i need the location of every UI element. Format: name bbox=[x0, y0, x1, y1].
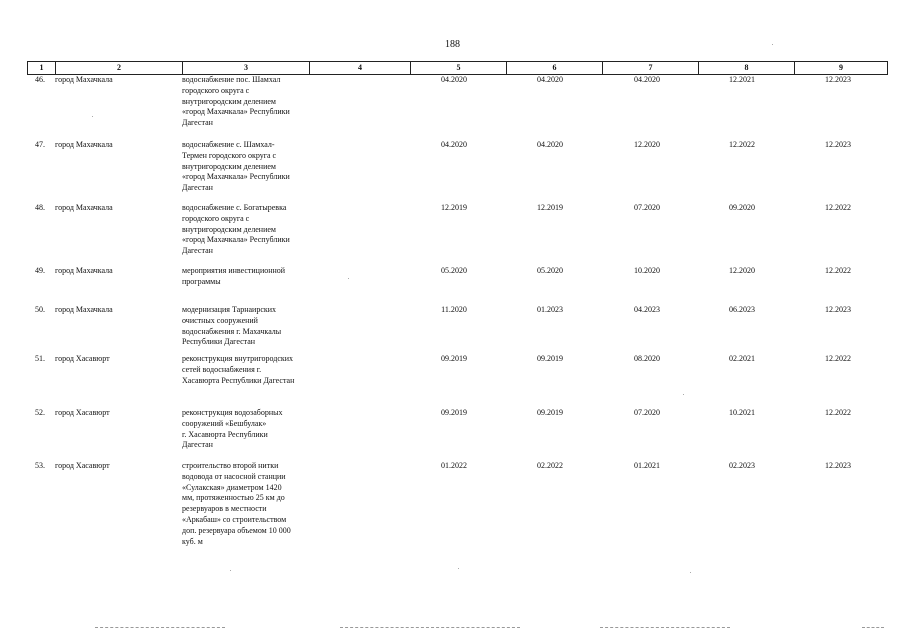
col5-date: 09.2019 bbox=[441, 354, 467, 363]
col9-date: 12.2023 bbox=[825, 140, 851, 149]
row-number: 51. bbox=[35, 354, 45, 363]
description-line: мероприятия инвестиционной bbox=[182, 266, 286, 275]
description-line: реконструкция внутригородских bbox=[182, 354, 294, 363]
col7-date: 04.2020 bbox=[634, 75, 660, 84]
col7-date: 04.2023 bbox=[634, 305, 660, 314]
description-line: Дагестан bbox=[182, 183, 213, 193]
header-col-1: 1 bbox=[27, 62, 55, 74]
scan-speck bbox=[348, 278, 349, 279]
header-col-9: 9 bbox=[794, 62, 888, 74]
description-line: г. Хасавюрта Республики bbox=[182, 429, 268, 439]
col5-date: 11.2020 bbox=[441, 305, 467, 314]
description-line: Дагестан bbox=[182, 246, 213, 256]
col7-date: 07.2020 bbox=[634, 408, 660, 417]
description-line: водовода от насосной станции bbox=[182, 471, 286, 481]
row-city: город Хасавюрт bbox=[55, 408, 110, 417]
row-description bbox=[182, 461, 312, 547]
col8-date: 12.2020 bbox=[729, 266, 755, 275]
row-description bbox=[182, 203, 312, 257]
scan-artifact-line bbox=[95, 627, 225, 628]
row-description bbox=[182, 305, 312, 348]
page-number: 188 bbox=[445, 39, 460, 50]
description-line: сетей водоснабжения г. bbox=[182, 364, 262, 374]
col6-date: 05.2020 bbox=[537, 266, 563, 275]
col8-date: 06.2023 bbox=[729, 305, 755, 314]
header-col-4: 4 bbox=[309, 62, 410, 74]
col5-date: 09.2019 bbox=[441, 408, 467, 417]
col9-date: 12.2022 bbox=[825, 354, 851, 363]
header-col-3: 3 bbox=[182, 62, 309, 74]
description-line: водоснабжение с. Богатыревка bbox=[182, 203, 287, 212]
row-number: 46. bbox=[35, 75, 45, 84]
row-description bbox=[182, 75, 312, 129]
scan-artifact-line bbox=[340, 627, 520, 628]
description-line: куб. м bbox=[182, 536, 203, 546]
col6-date: 09.2019 bbox=[537, 408, 563, 417]
col5-date: 01.2022 bbox=[441, 461, 467, 470]
description-line: Термен городского округа с bbox=[182, 150, 277, 160]
scan-speck bbox=[772, 44, 773, 45]
row-city: город Хасавюрт bbox=[55, 354, 110, 363]
row-city: город Махачкала bbox=[55, 203, 113, 212]
col8-date: 02.2023 bbox=[729, 461, 755, 470]
row-description bbox=[182, 140, 312, 194]
row-city: город Махачкала bbox=[55, 305, 113, 314]
description-line: модернизация Тарнаирских bbox=[182, 305, 277, 314]
description-line: внутригородским делением bbox=[182, 96, 276, 106]
table-header bbox=[27, 61, 888, 75]
col9-date: 12.2022 bbox=[825, 266, 851, 275]
description-line: «Аркабаш» со строительством bbox=[182, 514, 287, 524]
description-line: внутригородским делением bbox=[182, 224, 276, 234]
description-line: сооружений «Бешбулак» bbox=[182, 418, 267, 428]
col7-date: 12.2020 bbox=[634, 140, 660, 149]
description-line: «Сулакская» диаметром 1420 bbox=[182, 482, 282, 492]
header-col-7: 7 bbox=[602, 62, 698, 74]
description-line: резервуаров в местности bbox=[182, 504, 267, 514]
row-number: 47. bbox=[35, 140, 45, 149]
description-line: Дагестан bbox=[182, 118, 213, 128]
row-number: 50. bbox=[35, 305, 45, 314]
col7-date: 07.2020 bbox=[634, 203, 660, 212]
col8-date: 10.2021 bbox=[729, 408, 755, 417]
description-line: Республики Дагестан bbox=[182, 337, 256, 347]
description-line: водоснабжения г. Махачкалы bbox=[182, 326, 282, 336]
col8-date: 12.2022 bbox=[729, 140, 755, 149]
header-col-5: 5 bbox=[410, 62, 506, 74]
scan-speck bbox=[683, 394, 684, 395]
col7-date: 01.2021 bbox=[634, 461, 660, 470]
row-number: 48. bbox=[35, 203, 45, 212]
header-col-8: 8 bbox=[698, 62, 794, 74]
description-line: строительство второй нитки bbox=[182, 461, 279, 470]
row-city: город Махачкала bbox=[55, 75, 113, 84]
description-line: водоснабжение пос. Шамхал bbox=[182, 75, 281, 84]
description-line: городского округа с bbox=[182, 213, 250, 223]
col5-date: 04.2020 bbox=[441, 140, 467, 149]
col5-date: 12.2019 bbox=[441, 203, 467, 212]
col6-date: 04.2020 bbox=[537, 140, 563, 149]
scan-artifact-line bbox=[862, 627, 884, 628]
col9-date: 12.2023 bbox=[825, 75, 851, 84]
scan-speck bbox=[230, 570, 231, 571]
description-line: очистных сооружений bbox=[182, 315, 258, 325]
description-line: внутригородским делением bbox=[182, 161, 276, 171]
col6-date: 09.2019 bbox=[537, 354, 563, 363]
col7-date: 10.2020 bbox=[634, 266, 660, 275]
col9-date: 12.2022 bbox=[825, 203, 851, 212]
description-line: программы bbox=[182, 276, 221, 286]
description-line: городского округа с bbox=[182, 85, 250, 95]
description-line: Дагестан bbox=[182, 440, 213, 450]
row-number: 52. bbox=[35, 408, 45, 417]
col6-date: 12.2019 bbox=[537, 203, 563, 212]
description-line: реконструкция водозаборных bbox=[182, 408, 283, 417]
description-line: Хасавюрта Республики Дагестан bbox=[182, 375, 295, 385]
col5-date: 04.2020 bbox=[441, 75, 467, 84]
description-line: доп. резервуара объемом 10 000 bbox=[182, 525, 291, 535]
row-description bbox=[182, 408, 312, 451]
header-col-6: 6 bbox=[506, 62, 602, 74]
col6-date: 01.2023 bbox=[537, 305, 563, 314]
scan-speck bbox=[690, 572, 691, 573]
description-line: мм, протяженностью 25 км до bbox=[182, 493, 285, 503]
row-city: город Махачкала bbox=[55, 140, 113, 149]
col8-date: 02.2021 bbox=[729, 354, 755, 363]
row-city: город Хасавюрт bbox=[55, 461, 110, 470]
col9-date: 12.2022 bbox=[825, 408, 851, 417]
col7-date: 08.2020 bbox=[634, 354, 660, 363]
scan-speck bbox=[458, 568, 459, 569]
col8-date: 09.2020 bbox=[729, 203, 755, 212]
row-city: город Махачкала bbox=[55, 266, 113, 275]
description-line: «город Махачкала» Республики bbox=[182, 107, 290, 117]
col9-date: 12.2023 bbox=[825, 461, 851, 470]
col8-date: 12.2021 bbox=[729, 75, 755, 84]
col6-date: 02.2022 bbox=[537, 461, 563, 470]
row-number: 49. bbox=[35, 266, 45, 275]
row-description bbox=[182, 266, 312, 288]
scan-speck bbox=[92, 116, 93, 117]
col6-date: 04.2020 bbox=[537, 75, 563, 84]
col9-date: 12.2023 bbox=[825, 305, 851, 314]
row-number: 53. bbox=[35, 461, 45, 470]
row-description bbox=[182, 354, 312, 386]
description-line: «город Махачкала» Республики bbox=[182, 172, 290, 182]
header-col-2: 2 bbox=[55, 62, 182, 74]
description-line: «город Махачкала» Республики bbox=[182, 235, 290, 245]
description-line: водоснабжение с. Шамхал- bbox=[182, 140, 275, 149]
scan-artifact-line bbox=[600, 627, 730, 628]
col5-date: 05.2020 bbox=[441, 266, 467, 275]
